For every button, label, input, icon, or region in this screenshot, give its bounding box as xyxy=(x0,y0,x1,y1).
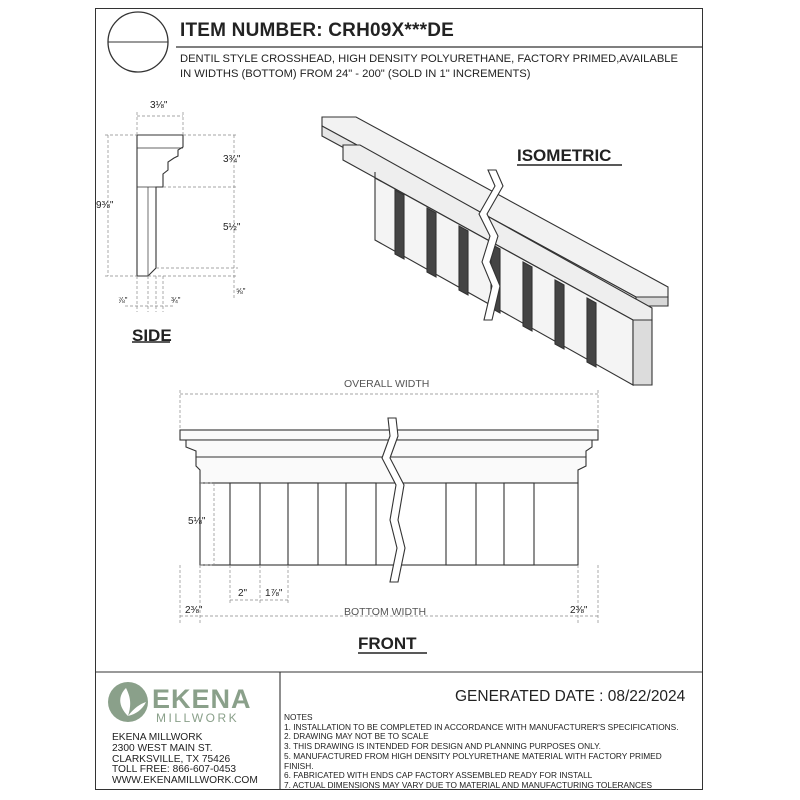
company-website[interactable]: WWW.EKENAMILLWORK.COM xyxy=(112,775,258,787)
side-profile xyxy=(137,135,183,276)
logo-subtitle: MILLWORK xyxy=(156,711,240,725)
company-street: 2300 WEST MAIN ST. xyxy=(112,742,213,754)
side-dim-upper-height: 3¾" xyxy=(223,154,241,165)
side-dim-overall-height: 9⅜" xyxy=(96,200,114,211)
front-dim-dentil-gap: 1⅞" xyxy=(265,588,283,599)
note-item: 5. MANUFACTURED FROM HIGH DENSITY POLYURETHANE MATERIAL WITH FACTORY PRIMED xyxy=(284,750,662,761)
side-dim-top-width: 3⅛" xyxy=(150,100,168,111)
company-name: EKENA MILLWORK xyxy=(112,732,203,743)
side-dim-bottom-offset: ⅝" xyxy=(236,287,246,296)
company-city: CLARKSVILLE, TX 75426 xyxy=(112,753,231,765)
front-bottom-width-label: BOTTOM WIDTH xyxy=(344,606,427,618)
notes-title: NOTES xyxy=(284,712,313,722)
company-address xyxy=(112,733,258,787)
front-dim-dentil-height: 5⅛" xyxy=(188,516,206,527)
isometric-view-label: ISOMETRIC xyxy=(517,146,612,165)
generated-date: GENERATED DATE : 08/22/2024 xyxy=(455,688,686,705)
side-view-label: SIDE xyxy=(132,326,172,345)
isometric-view xyxy=(322,117,668,385)
front-overall-width-label: OVERALL WIDTH xyxy=(344,378,430,390)
notes-block xyxy=(284,713,699,791)
front-dim-left-return: 2⅜" xyxy=(185,605,203,616)
logo-name: EKENA xyxy=(152,684,252,714)
note-item: 2. DRAWING MAY NOT BE TO SCALE xyxy=(284,731,429,742)
front-dim-right-return: 2⅜" xyxy=(570,605,588,616)
ekena-logo-icon xyxy=(108,682,148,722)
iso-end-face xyxy=(633,320,652,385)
item-number-title: ITEM NUMBER: CRH09X***DE xyxy=(180,20,455,41)
side-dim-left-step: ⅞" xyxy=(118,296,128,305)
item-description: DENTIL STYLE CROSSHEAD, HIGH DENSITY POLYURETHANE, FACTORY PRIMED,AVAILABLE IN WIDTHS (BOTTOM) FROM 24" - 200" (SOLD IN 1" INCREMENTS) xyxy=(180,53,678,80)
front-dim-dentil-width: 2" xyxy=(238,588,248,599)
side-dim-lower-height: 5½" xyxy=(223,222,241,233)
front-view-label: FRONT xyxy=(358,634,417,653)
note-item: FINISH. xyxy=(284,760,314,771)
note-item: 6. FABRICATED WITH ENDS CAP FACTORY ASSEMBLED READY FOR INSTALL xyxy=(284,770,593,781)
note-item: 7. ACTUAL DIMENSIONS MAY VARY DUE TO MATERIAL AND MANUFACTURING TOLERANCES xyxy=(284,779,653,790)
note-item: 3. THIS DRAWING IS INTENDED FOR DESIGN AND PLANNING PURPOSES ONLY. xyxy=(284,741,601,752)
note-item: 1. INSTALLATION TO BE COMPLETED IN ACCORDANCE WITH MANUFACTURER'S SPECIFICATIONS. xyxy=(284,721,679,732)
side-dim-right-step: ¾" xyxy=(171,296,181,305)
company-phone: TOLL FREE: 866-607-0453 xyxy=(112,764,237,776)
